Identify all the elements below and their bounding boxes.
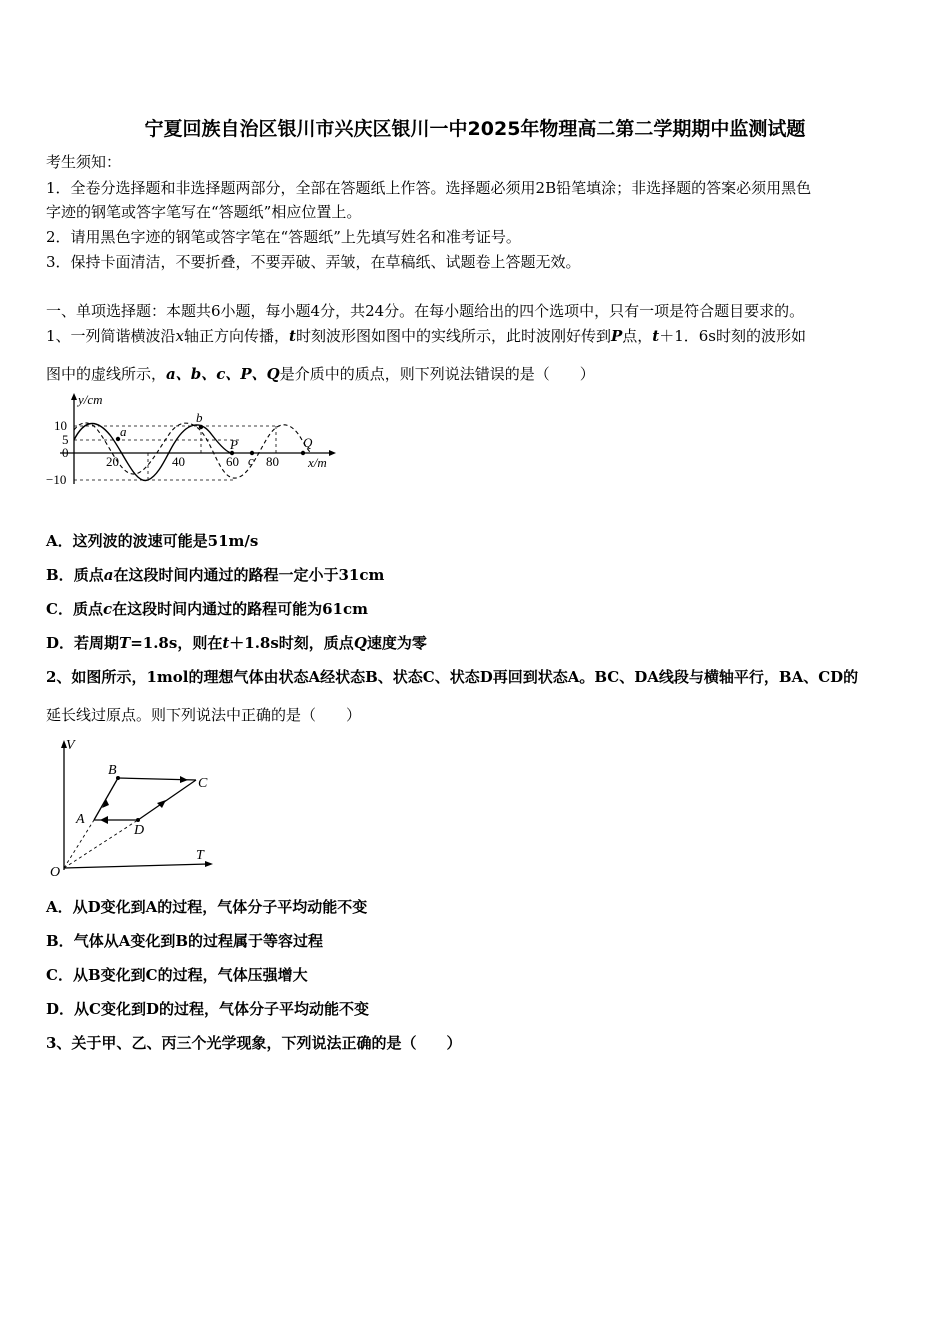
label-b: b <box>196 410 203 425</box>
q3-stem: 3、关于甲、乙、丙三个光学现象，下列说法正确的是（ ） <box>46 1034 462 1052</box>
q2-stem-line2: 延长线过原点。则下列说法中正确的是（ ） <box>46 706 362 724</box>
ytick-neg10: −10 <box>46 472 67 487</box>
label-c: c <box>248 453 254 468</box>
notice-item-2: 2．请用黑色字迹的钢笔或答字笔在“答题纸”上先填写姓名和准考证号。 <box>46 228 521 246</box>
label-a: a <box>120 424 127 439</box>
label-C: C <box>198 776 208 791</box>
point-b <box>199 425 203 429</box>
q2-option-c: C．从B变化到C的过程，气体压强增大 <box>46 966 308 984</box>
q1-option-b: B．质点a在这段时间内通过的路程一定小于31cm <box>46 566 385 584</box>
label-Q: Q <box>303 435 313 450</box>
q1-stem-line2: 图中的虚线所示，a、b、c、P、Q是介质中的质点，则下列说法错误的是（ ） <box>46 365 595 383</box>
y-axis-arrow <box>71 393 77 400</box>
wave-figure <box>40 390 340 490</box>
label-B: B <box>108 763 117 778</box>
point-Q <box>301 451 305 455</box>
q1-stem-line1: 1、一列简谐横波沿x轴正方向传播，t时刻波形图如图中的实线所示，此时波刚好传到P点，t＋1．6s时刻的波形如 <box>46 327 807 345</box>
xtick-80: 80 <box>266 454 279 469</box>
label-V: V <box>66 738 75 753</box>
q1-option-c: C．质点c在这段时间内通过的路程可能为61cm <box>46 600 368 618</box>
xtick-20: 20 <box>106 454 119 469</box>
ytick-10: 10 <box>54 418 67 433</box>
label-P: P <box>230 437 238 452</box>
q1-option-a: A．这列波的波速可能是51m/s <box>46 532 259 550</box>
vt-figure <box>46 735 221 880</box>
label-D: D <box>134 823 145 838</box>
q2-option-d: D．从C变化到D的过程，气体分子平均动能不变 <box>46 1000 369 1018</box>
q2-option-a: A．从D变化到A的过程，气体分子平均动能不变 <box>46 898 368 916</box>
ytick-5: 5 <box>62 432 69 447</box>
page-title: 宁夏回族自治区银川市兴庆区银川一中2025年物理高二第二学期期中监测试题 <box>144 118 806 140</box>
ytick-0: 0 <box>62 445 69 460</box>
x-axis-label: x/m <box>308 455 327 470</box>
notice-heading: 考生须知： <box>46 153 122 171</box>
xtick-60: 60 <box>226 454 239 469</box>
section-heading: 一、单项选择题：本题共6小题，每小题4分，共24分。在每小题给出的四个选项中，只有一项是符合题目要求的。 <box>46 302 805 320</box>
q2-option-b: B．气体从A变化到B的过程属于等容过程 <box>46 932 324 950</box>
xtick-40: 40 <box>172 454 185 469</box>
notice-item-1-cont: 字迹的钢笔或答字笔写在“答题纸”相应位置上。 <box>46 203 362 221</box>
x-axis-arrow <box>329 450 336 456</box>
q1-option-d: D．若周期T=1.8s，则在t＋1.8s时刻，质点Q速度为零 <box>46 634 427 652</box>
notice-item-1: 1．全卷分选择题和非选择题两部分，全部在答题纸上作答。选择题必须用2B铅笔填涂；非选择题的答案必须用黑色 <box>46 179 812 197</box>
label-T: T <box>196 848 204 863</box>
label-A: A <box>76 812 85 827</box>
label-O: O <box>50 865 61 880</box>
y-axis-label: y/cm <box>78 392 103 407</box>
q2-stem-line1: 2、如图所示，1mol的理想气体由状态A经状态B、状态C、状态D再回到状态A。BC、DA线段与横轴平行，BA、CD的 <box>46 668 859 686</box>
t-axis <box>64 864 208 868</box>
solid-wave <box>74 424 232 481</box>
notice-item-3: 3．保持卡面清洁，不要折叠，不要弄破、弄皱，在草稿纸、试题卷上答题无效。 <box>46 253 581 271</box>
